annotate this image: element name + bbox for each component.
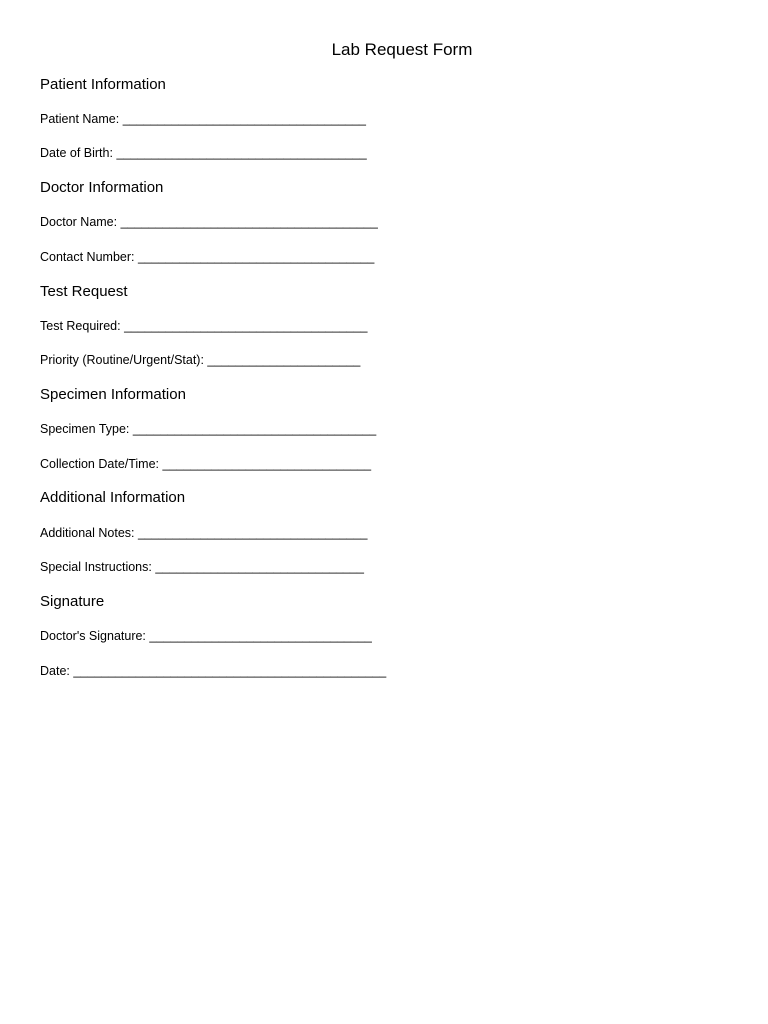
field-doctor-name[interactable] (40, 214, 378, 230)
field-label: Patient Name: (40, 112, 123, 126)
field-label: Doctor Name: (40, 215, 121, 229)
section-heading-additional-information: Additional Information (40, 489, 186, 506)
field-collection-date-time[interactable] (40, 456, 371, 472)
field-blank-line[interactable]: _________________________________ (137, 526, 368, 540)
section-heading-specimen-information: Specimen Information (40, 386, 186, 403)
field-label: Date of Birth: (40, 146, 117, 160)
section-heading-doctor-information: Doctor Information (40, 179, 164, 196)
field-blank-line[interactable]: _____________________________________________ (73, 664, 387, 678)
section-heading-patient-information: Patient Information (40, 76, 166, 93)
field-blank-line[interactable]: ______________________________ (162, 457, 372, 471)
field-blank-line[interactable]: ___________________________________ (122, 112, 367, 126)
field-label: Doctor's Signature: (40, 629, 150, 643)
section-heading-signature: Signature (40, 593, 105, 610)
field-blank-line[interactable]: ______________________________ (155, 560, 364, 574)
field-blank-line[interactable]: ________________________________ (149, 629, 372, 643)
field-additional-notes[interactable] (40, 525, 367, 541)
field-blank-line[interactable]: _____________________________________ (120, 215, 378, 229)
field-patient-name[interactable] (40, 111, 366, 127)
field-doctors-signature[interactable] (40, 628, 372, 644)
field-date-of-birth[interactable] (40, 145, 367, 161)
field-blank-line[interactable]: ___________________________________ (132, 422, 377, 436)
field-label: Additional Notes: (40, 526, 138, 540)
field-test-required[interactable] (40, 318, 367, 334)
field-blank-line[interactable]: ___________________________________ (124, 319, 368, 333)
field-label: Test Required: (40, 319, 125, 333)
field-blank-line[interactable]: __________________________________ (137, 250, 375, 264)
field-date[interactable] (40, 663, 386, 679)
field-priority[interactable] (40, 352, 360, 368)
field-specimen-type[interactable] (40, 421, 376, 437)
field-label: Specimen Type: (40, 422, 133, 436)
field-label: Priority (Routine/Urgent/Stat): (40, 353, 208, 367)
section-heading-test-request: Test Request (40, 283, 128, 300)
field-contact-number[interactable] (40, 249, 374, 265)
field-label: Contact Number: (40, 250, 138, 264)
field-label: Special Instructions: (40, 560, 156, 574)
field-blank-line[interactable]: ______________________ (207, 353, 361, 367)
field-blank-line[interactable]: ____________________________________ (116, 146, 367, 160)
field-label: Collection Date/Time: (40, 457, 163, 471)
field-label: Date: (40, 664, 74, 678)
field-special-instructions[interactable] (40, 559, 364, 575)
form-title: Lab Request Form (331, 40, 473, 59)
